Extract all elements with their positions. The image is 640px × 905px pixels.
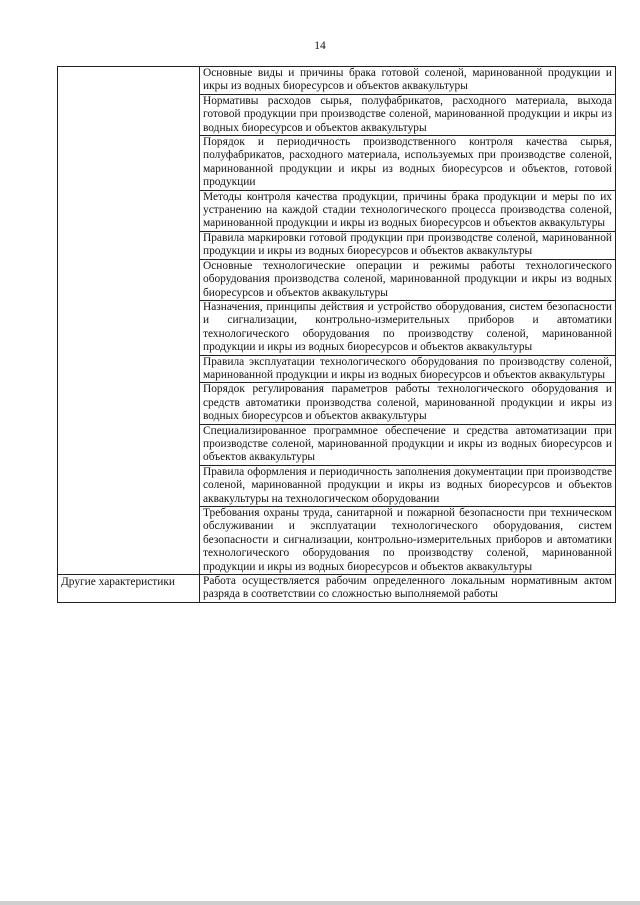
table-row-other — [58, 575, 616, 603]
row-text: Методы контроля качества продукции, причины брака продукции и меры по их устранению на каждой стадии технологического процесса производства соленой, маринованной продукции и икры из водных биоресурсов и объектов аквакультуры — [200, 190, 616, 231]
knowledge-table — [57, 66, 616, 603]
row-text: Основные виды и причины брака готовой соленой, маринованной продукции и икры из водных биоресурсов и объектов аквакультуры — [200, 67, 616, 95]
other-characteristics-text: Работа осуществляется рабочим определенного локальным нормативным актом разряда в соответствии со сложностью выполняемой работы — [200, 575, 616, 603]
table-row — [58, 67, 616, 95]
row-text: Правила эксплуатации технологического оборудования по производству соленой, маринованной продукции и икры из водных биоресурсов и объектов аквакультуры — [200, 355, 616, 383]
row-text: Требования охраны труда, санитарной и пожарной безопасности при техническом обслуживании и эксплуатации технологического оборудования, систем безопасности и сигнализации, контрольно-измерительных приборов и автоматики технологического оборудования по производству соленой, маринованной продукции и икры из водных биоресурсов и объектов аквакультуры — [200, 507, 616, 575]
row-text: Нормативы расходов сырья, полуфабрикатов, расходного материала, выхода готовой продукции при производстве соленой, маринованной продукции и икры из водных биоресурсов и объектов аквакультуры — [200, 94, 616, 135]
row-text: Правила маркировки готовой продукции при производстве соленой, маринованной продукции и икры из водных биоресурсов и объектов аквакультуры — [200, 231, 616, 259]
scan-bottom-edge — [0, 901, 640, 905]
row-text: Порядок регулирования параметров работы технологического оборудования и средств автоматики производства соленой, маринованной продукции и икры из водных биоресурсов и объектов аквакультуры — [200, 383, 616, 424]
row-text: Порядок и периодичность производственного контроля качества сырья, полуфабрикатов, расходного материала, используемых при производстве соленой, маринованной продукции и икры из водных биоресурсов и объектов, готовой продукции — [200, 136, 616, 191]
page-number: 14 — [314, 40, 326, 52]
row-text: Правила оформления и периодичность заполнения документации при производстве соленой, маринованной продукции и икры из водных биоресурсов и объектов аквакультуры на технологическом оборудовании — [200, 465, 616, 506]
row-text: Специализированное программное обеспечение и средства автоматизации при производстве соленой, маринованной продукции и икры из водных биоресурсов и объектов аквакультуры — [200, 424, 616, 465]
row-label-empty — [58, 67, 200, 575]
row-text: Основные технологические операции и режимы работы технологического оборудования производства соленой, маринованной продукции и икры из водных биоресурсов и объектов аквакультуры — [200, 259, 616, 300]
row-text: Назначения, принципы действия и устройство оборудования, систем безопасности и сигнализации, контрольно-измерительных приборов и автоматики технологического оборудования по производству соленой, маринованной продукции и икры из водных биоресурсов и объектов аквакультуры — [200, 300, 616, 355]
other-characteristics-label: Другие характеристики — [58, 575, 200, 603]
